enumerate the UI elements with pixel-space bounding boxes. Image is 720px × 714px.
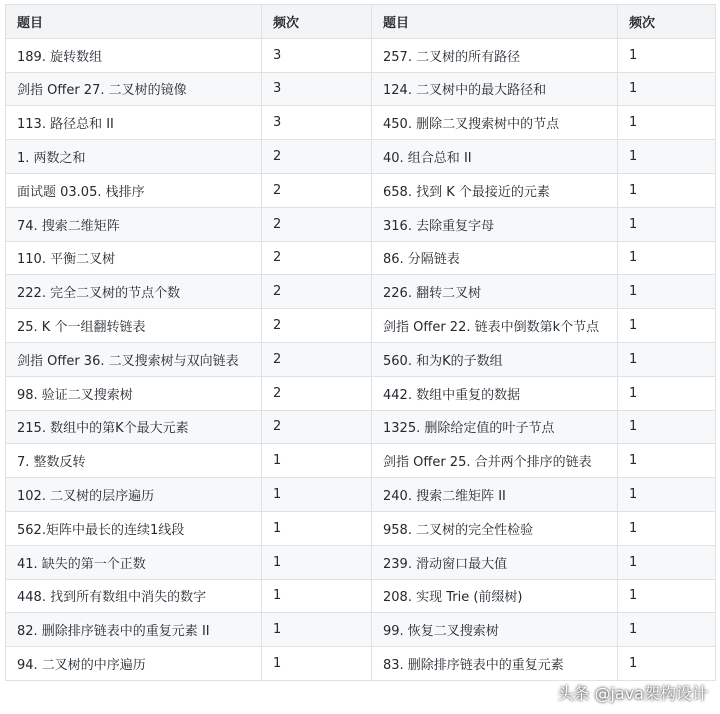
frequency-cell: 2	[262, 410, 372, 444]
table-row	[6, 342, 716, 376]
table-row	[6, 444, 716, 478]
problem-title-cell: 562.矩阵中最长的连续1线段	[6, 511, 262, 545]
problem-title-cell: 74. 搜索二维矩阵	[6, 207, 262, 241]
frequency-cell: 1	[618, 275, 716, 309]
frequency-cell: 1	[262, 647, 372, 681]
frequency-cell: 1	[618, 241, 716, 275]
problem-title-cell: 560. 和为K的子数组	[372, 342, 618, 376]
frequency-cell: 1	[618, 545, 716, 579]
problem-title-cell: 189. 旋转数组	[6, 38, 262, 72]
problem-title-cell: 448. 找到所有数组中消失的数字	[6, 579, 262, 613]
problem-title-cell: 剑指 Offer 27. 二叉树的镜像	[6, 72, 262, 106]
table-row	[6, 613, 716, 647]
problem-title-cell: 102. 二叉树的层序遍历	[6, 478, 262, 512]
table-row	[6, 410, 716, 444]
frequency-cell: 1	[618, 511, 716, 545]
watermark: 头条 @java架构设计	[557, 684, 708, 703]
table-row	[6, 647, 716, 681]
table-row	[6, 72, 716, 106]
frequency-cell: 1	[262, 444, 372, 478]
table-row	[6, 478, 716, 512]
frequency-cell: 1	[618, 579, 716, 613]
problem-title-cell: 124. 二叉树中的最大路径和	[372, 72, 618, 106]
table-body	[6, 38, 716, 680]
table-row	[6, 207, 716, 241]
frequency-cell: 1	[618, 647, 716, 681]
frequency-cell: 2	[262, 173, 372, 207]
problem-title-cell: 剑指 Offer 36. 二叉搜索树与双向链表	[6, 342, 262, 376]
frequency-cell: 1	[618, 106, 716, 140]
problem-title-cell: 面试题 03.05. 栈排序	[6, 173, 262, 207]
problem-title-cell: 658. 找到 K 个最接近的元素	[372, 173, 618, 207]
frequency-cell: 1	[618, 309, 716, 343]
problem-title-cell: 215. 数组中的第K个最大元素	[6, 410, 262, 444]
table-row	[6, 140, 716, 174]
frequency-cell: 3	[262, 72, 372, 106]
header-title-1: 题目	[6, 5, 262, 39]
frequency-cell: 2	[262, 309, 372, 343]
problem-title-cell: 41. 缺失的第一个正数	[6, 545, 262, 579]
problem-title-cell: 208. 实现 Trie (前缀树)	[372, 579, 618, 613]
problem-title-cell: 1325. 删除给定值的叶子节点	[372, 410, 618, 444]
problem-title-cell: 240. 搜索二维矩阵 II	[372, 478, 618, 512]
frequency-cell: 1	[618, 613, 716, 647]
problem-title-cell: 1. 两数之和	[6, 140, 262, 174]
frequency-cell: 3	[262, 38, 372, 72]
table-row	[6, 275, 716, 309]
table-row	[6, 309, 716, 343]
frequency-cell: 1	[618, 410, 716, 444]
frequency-cell: 1	[618, 140, 716, 174]
frequency-cell: 1	[618, 207, 716, 241]
frequency-cell: 2	[262, 207, 372, 241]
table-row	[6, 579, 716, 613]
table-row	[6, 106, 716, 140]
problem-title-cell: 40. 组合总和 II	[372, 140, 618, 174]
problem-title-cell: 99. 恢复二叉搜索树	[372, 613, 618, 647]
frequency-table	[5, 4, 716, 681]
header-freq-1: 频次	[262, 5, 372, 39]
problem-title-cell: 剑指 Offer 25. 合并两个排序的链表	[372, 444, 618, 478]
problem-title-cell: 222. 完全二叉树的节点个数	[6, 275, 262, 309]
problem-title-cell: 958. 二叉树的完全性检验	[372, 511, 618, 545]
frequency-cell: 1	[618, 72, 716, 106]
frequency-cell: 1	[618, 478, 716, 512]
frequency-cell: 2	[262, 275, 372, 309]
header-title-2: 题目	[372, 5, 618, 39]
frequency-cell: 2	[262, 241, 372, 275]
frequency-cell: 1	[618, 173, 716, 207]
problem-title-cell: 257. 二叉树的所有路径	[372, 38, 618, 72]
problem-title-cell: 86. 分隔链表	[372, 241, 618, 275]
table-row	[6, 511, 716, 545]
table-row	[6, 38, 716, 72]
problem-title-cell: 剑指 Offer 22. 链表中倒数第k个节点	[372, 309, 618, 343]
frequency-cell: 1	[618, 444, 716, 478]
table-row	[6, 545, 716, 579]
problem-title-cell: 316. 去除重复字母	[372, 207, 618, 241]
frequency-cell: 1	[262, 579, 372, 613]
frequency-cell: 1	[262, 613, 372, 647]
frequency-cell: 2	[262, 342, 372, 376]
frequency-cell: 1	[262, 511, 372, 545]
problem-title-cell: 113. 路径总和 II	[6, 106, 262, 140]
problem-title-cell: 450. 删除二叉搜索树中的节点	[372, 106, 618, 140]
frequency-cell: 1	[618, 342, 716, 376]
problem-title-cell: 83. 删除排序链表中的重复元素	[372, 647, 618, 681]
problem-title-cell: 98. 验证二叉搜索树	[6, 376, 262, 410]
frequency-cell: 3	[262, 106, 372, 140]
problem-title-cell: 226. 翻转二叉树	[372, 275, 618, 309]
frequency-cell: 1	[618, 376, 716, 410]
table-row	[6, 376, 716, 410]
problem-title-cell: 25. K 个一组翻转链表	[6, 309, 262, 343]
table-row	[6, 241, 716, 275]
table-row	[6, 173, 716, 207]
frequency-cell: 1	[618, 38, 716, 72]
problem-title-cell: 7. 整数反转	[6, 444, 262, 478]
problem-title-cell: 239. 滑动窗口最大值	[372, 545, 618, 579]
problem-title-cell: 110. 平衡二叉树	[6, 241, 262, 275]
problem-title-cell: 94. 二叉树的中序遍历	[6, 647, 262, 681]
header-freq-2: 频次	[618, 5, 716, 39]
frequency-cell: 2	[262, 140, 372, 174]
problem-title-cell: 82. 删除排序链表中的重复元素 II	[6, 613, 262, 647]
problem-title-cell: 442. 数组中重复的数据	[372, 376, 618, 410]
frequency-cell: 1	[262, 545, 372, 579]
frequency-cell: 2	[262, 376, 372, 410]
header-row	[6, 5, 716, 39]
frequency-cell: 1	[262, 478, 372, 512]
